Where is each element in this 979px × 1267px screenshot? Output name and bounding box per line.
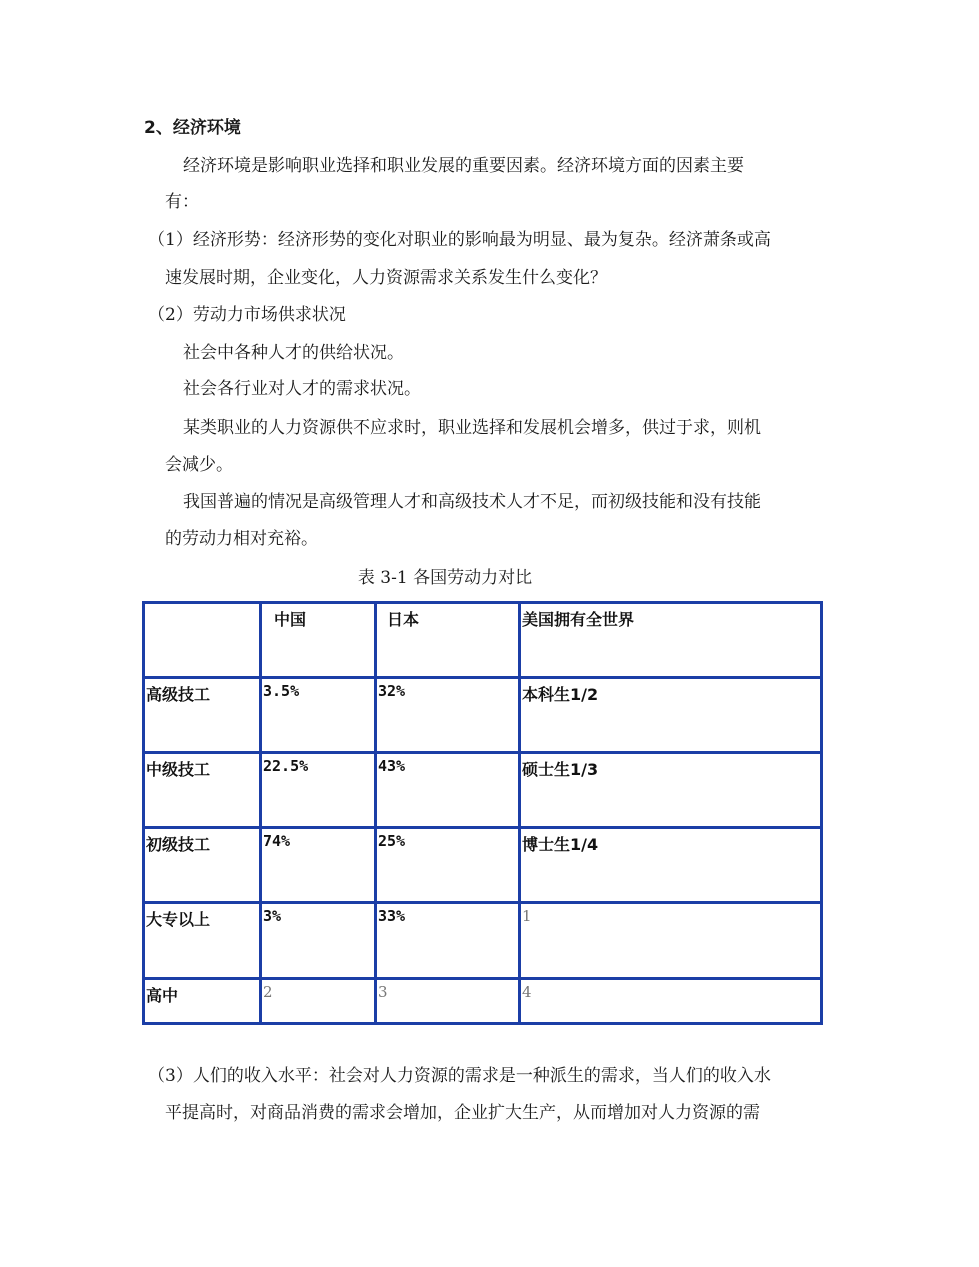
paragraph-line: 的劳动力相对充裕。 [165, 529, 318, 549]
table-cell: 22.5% [261, 753, 376, 828]
table-cell: 1 [520, 903, 822, 979]
table-cell: 33% [376, 903, 520, 979]
paragraph-line: 速发展时期，企业变化，人力资源需求关系发生什么变化？ [165, 268, 607, 288]
table-cell: 25% [376, 828, 520, 903]
paragraph-line: 社会各行业对人才的需求状况。 [183, 379, 421, 399]
paragraph-line: 我国普遍的情况是高级管理人才和高级技术人才不足，而初级技能和没有技能 [183, 492, 761, 512]
table-cell: 2 [261, 979, 376, 1024]
table-header-cell: 日本 [376, 603, 520, 678]
table-header-row [144, 603, 822, 678]
table-cell: 本科生1/2 [520, 678, 822, 753]
paragraph-line: 有： [165, 192, 199, 212]
table-cell: 43% [376, 753, 520, 828]
table-cell: 硕士生1/3 [520, 753, 822, 828]
table-cell: 3.5% [261, 678, 376, 753]
paragraph-line: 社会中各种人才的供给状况。 [183, 343, 404, 363]
table-caption: 表 3-1 各国劳动力对比 [357, 568, 533, 588]
table-cell: 高中 [144, 979, 261, 1024]
table-cell: 74% [261, 828, 376, 903]
table-cell: 32% [376, 678, 520, 753]
table-cell: 初级技工 [144, 828, 261, 903]
table-cell: 3% [261, 903, 376, 979]
paragraph-line: （1）经济形势：经济形势的变化对职业的影响最为明显、最为复杂。经济萧条或高 [148, 230, 771, 250]
labor-comparison-table [142, 601, 823, 1025]
table-header-cell [144, 603, 261, 678]
table-cell: 大专以上 [144, 903, 261, 979]
paragraph-line: 某类职业的人力资源供不应求时，职业选择和发展机会增多，供过于求，则机 [183, 418, 761, 438]
table-row [144, 979, 822, 1024]
table-cell: 博士生1/4 [520, 828, 822, 903]
paragraph-line: 会减少。 [165, 455, 233, 475]
paragraph-line: （2）劳动力市场供求状况 [148, 305, 346, 325]
table-row [144, 903, 822, 979]
paragraph-line: （3）人们的收入水平：社会对人力资源的需求是一种派生的需求，当人们的收入水 [148, 1066, 771, 1086]
table-cell: 3 [376, 979, 520, 1024]
paragraph-line: 平提高时，对商品消费的需求会增加，企业扩大生产，从而增加对人力资源的需 [165, 1103, 760, 1123]
paragraph-line: 经济环境是影响职业选择和职业发展的重要因素。经济环境方面的因素主要 [183, 156, 744, 176]
table-row [144, 678, 822, 753]
table-cell: 高级技工 [144, 678, 261, 753]
table-cell: 4 [520, 979, 822, 1024]
table-cell: 中级技工 [144, 753, 261, 828]
table-header-cell: 中国 [261, 603, 376, 678]
section-heading: 2、经济环境 [144, 118, 241, 138]
table-row [144, 753, 822, 828]
table-row [144, 828, 822, 903]
table-header-cell: 美国拥有全世界 [520, 603, 822, 678]
